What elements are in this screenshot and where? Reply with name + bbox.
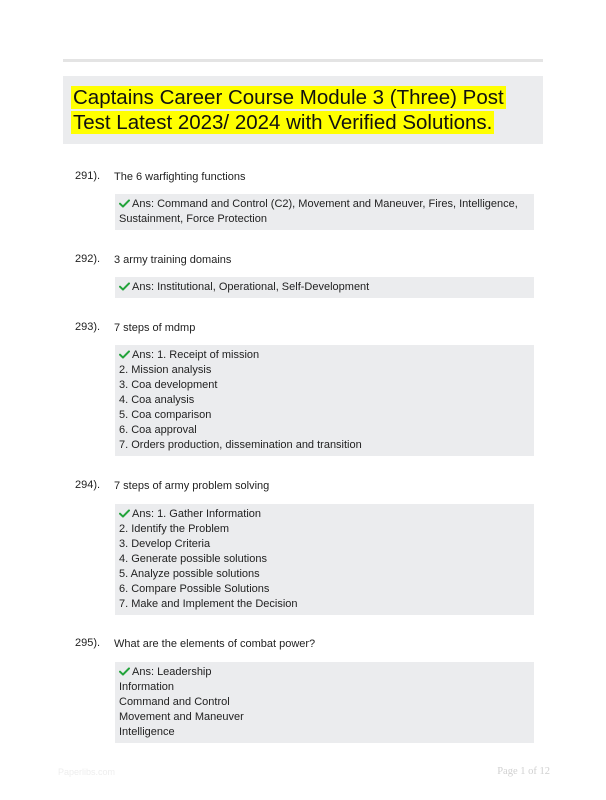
question-number: 292). xyxy=(75,253,101,265)
answer-line: 5. Analyze possible solutions xyxy=(119,568,260,580)
answer-line: 2. Identify the Problem xyxy=(119,523,230,535)
answer-box xyxy=(115,345,534,456)
answer-line: Ans: Institutional, Operational, Self-Development xyxy=(119,280,530,295)
check-icon xyxy=(119,667,130,676)
page-title: Captains Career Course Module 3 (Three) Post Test Latest 2023/ 2024 with Verified Solutions. xyxy=(73,86,504,134)
answer-line: Ans: Command and Control (C2), Movement and Maneuver, Fires, Intelligence, xyxy=(119,197,530,212)
question-number: 291). xyxy=(75,170,101,182)
question-number: 294). xyxy=(75,479,101,491)
answer-line: 6. Coa approval xyxy=(119,424,197,436)
answer-line: Movement and Maneuver xyxy=(119,711,244,723)
answer-line: 6. Compare Possible Solutions xyxy=(119,583,270,595)
answer-line: 3. Develop Criteria xyxy=(119,538,211,550)
title-banner xyxy=(63,76,543,144)
answer-line: 3. Coa development xyxy=(119,379,218,391)
check-icon xyxy=(119,509,130,518)
answer-line: 4. Generate possible solutions xyxy=(119,553,267,565)
answer-line: Intelligence xyxy=(119,726,175,738)
answer-box xyxy=(115,277,534,298)
question-text: What are the elements of combat power? xyxy=(114,638,316,650)
footer-watermark: Paperlibs.com xyxy=(58,767,116,777)
answer-line: Ans: 1. Receipt of mission xyxy=(119,348,530,363)
question-text: 7 steps of mdmp xyxy=(114,322,196,334)
answer-line: 7. Orders production, dissemination and transition xyxy=(119,439,362,451)
answer-box xyxy=(115,662,534,743)
answer-box xyxy=(115,504,534,615)
answer-line: Ans: Leadership xyxy=(119,665,530,680)
check-icon xyxy=(119,199,130,208)
answer-line: Command and Control xyxy=(119,696,230,708)
question-number: 293). xyxy=(75,321,101,333)
top-divider xyxy=(63,59,543,62)
answer-line: 2. Mission analysis xyxy=(119,364,212,376)
answer-box xyxy=(115,194,534,230)
answer-line: Ans: 1. Gather Information xyxy=(119,507,530,522)
answer-line: 5. Coa comparison xyxy=(119,409,212,421)
answer-line: 4. Coa analysis xyxy=(119,394,195,406)
page-number: Page 1 of 12 xyxy=(497,766,550,777)
question-text: 7 steps of army problem solving xyxy=(114,480,270,492)
answer-line: Sustainment, Force Protection xyxy=(119,213,267,225)
check-icon xyxy=(119,282,130,291)
answer-line: Information xyxy=(119,681,175,693)
question-text: The 6 warfighting functions xyxy=(114,171,246,183)
answer-line: 7. Make and Implement the Decision xyxy=(119,598,298,610)
question-text: 3 army training domains xyxy=(114,254,232,266)
question-number: 295). xyxy=(75,637,101,649)
check-icon xyxy=(119,350,130,359)
